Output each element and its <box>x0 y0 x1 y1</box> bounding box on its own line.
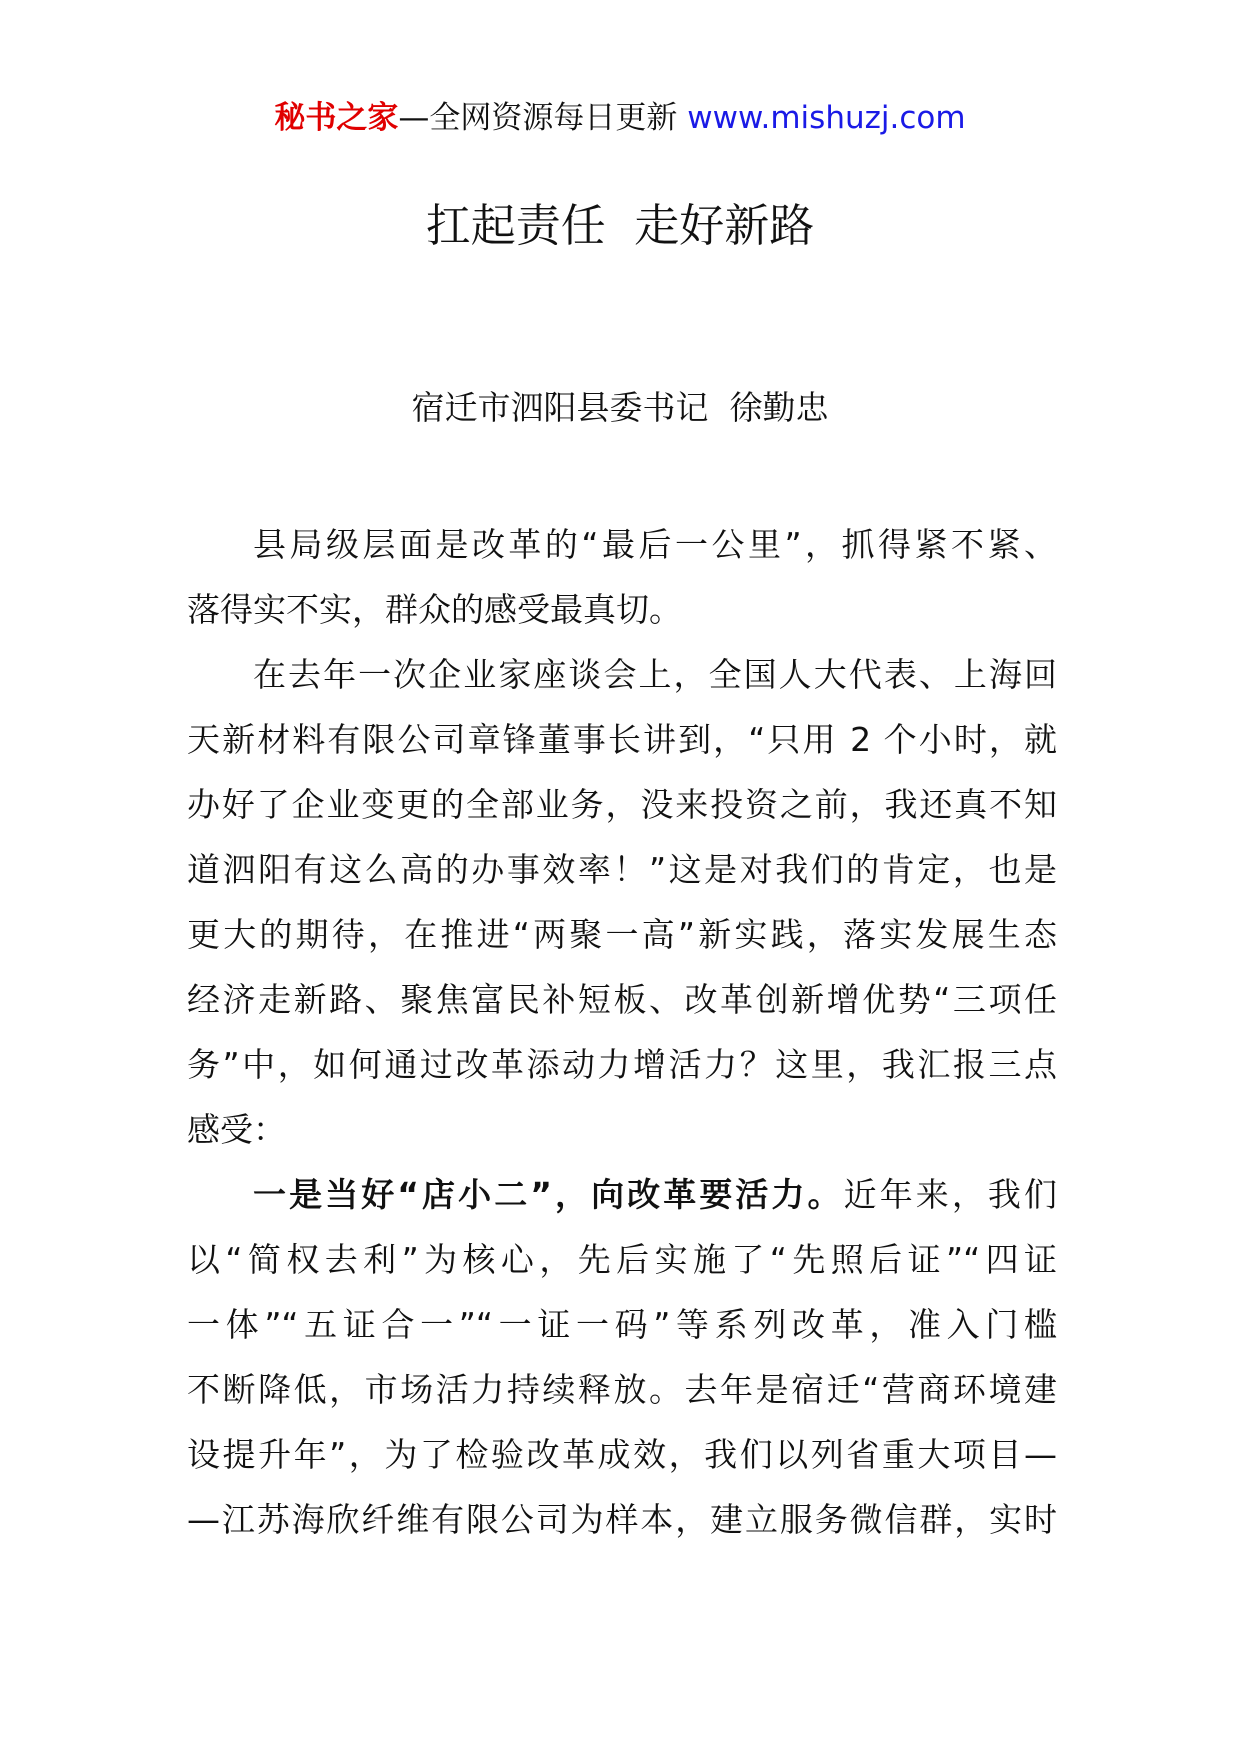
paragraph-line: 天新材料有限公司章锋董事长讲到，“只用 2 个小时，就 <box>187 720 1057 759</box>
paragraph-line: 在去年一次企业家座谈会上，全国人大代表、上海回 <box>253 655 1057 694</box>
paragraph-line: 不断降低，市场活力持续释放。去年是宿迁“营商环境建 <box>187 1370 1057 1409</box>
paragraph-line: 一体”“五证合一”“一证一码”等系列改革，准入门槛 <box>187 1305 1057 1344</box>
point-heading: 一是当好“店小二”，向改革要活力。 <box>253 1175 844 1214</box>
paragraph-line: 更大的期待，在推进“两聚一高”新实践，落实发展生态 <box>187 915 1057 954</box>
paragraph-2 <box>187 642 1057 1162</box>
paragraph-line: 设提升年”，为了检验改革成效，我们以列省重大项目— <box>187 1435 1057 1474</box>
document-title: 扛起责任 走好新路 <box>425 199 815 252</box>
paragraph-line: 县局级层面是改革的“最后一公里”，抓得紧不紧、 <box>253 525 1057 564</box>
brand-name: 秘书之家 <box>274 100 399 136</box>
header-tagline: —全网资源每日更新 <box>398 100 688 136</box>
paragraph-line: 办好了企业变更的全部业务，没来投资之前，我还真不知 <box>187 785 1057 824</box>
paragraph-line: 道泗阳有这么高的办事效率！”这是对我们的肯定，也是 <box>187 850 1057 889</box>
paragraph-line <box>187 1162 1057 1227</box>
paragraph-line: 经济走新路、聚焦富民补短板、改革创新增优势“三项任 <box>187 980 1057 1019</box>
site-url-link[interactable]: www.mishuzj.com <box>687 100 966 136</box>
paragraph-3 <box>187 1162 1057 1552</box>
paragraph-text: 近年来，我们 <box>843 1175 1057 1214</box>
paragraph-line: 务”中，如何通过改革添动力增活力？这里，我汇报三点 <box>187 1045 1057 1084</box>
site-header <box>0 98 1240 138</box>
paragraph-line: 落得实不实，群众的感受最真切。 <box>187 590 682 629</box>
paragraph-line: —江苏海欣纤维有限公司为样本，建立服务微信群，实时 <box>187 1500 1057 1539</box>
document-body <box>187 512 1057 1552</box>
paragraph-line: 以“简权去利”为核心，先后实施了“先照后证”“四证 <box>187 1240 1057 1279</box>
paragraph-1 <box>187 512 1057 642</box>
paragraph-line: 感受： <box>187 1110 286 1149</box>
author-byline: 宿迁市泗阳县委书记 徐勤忠 <box>411 388 829 427</box>
